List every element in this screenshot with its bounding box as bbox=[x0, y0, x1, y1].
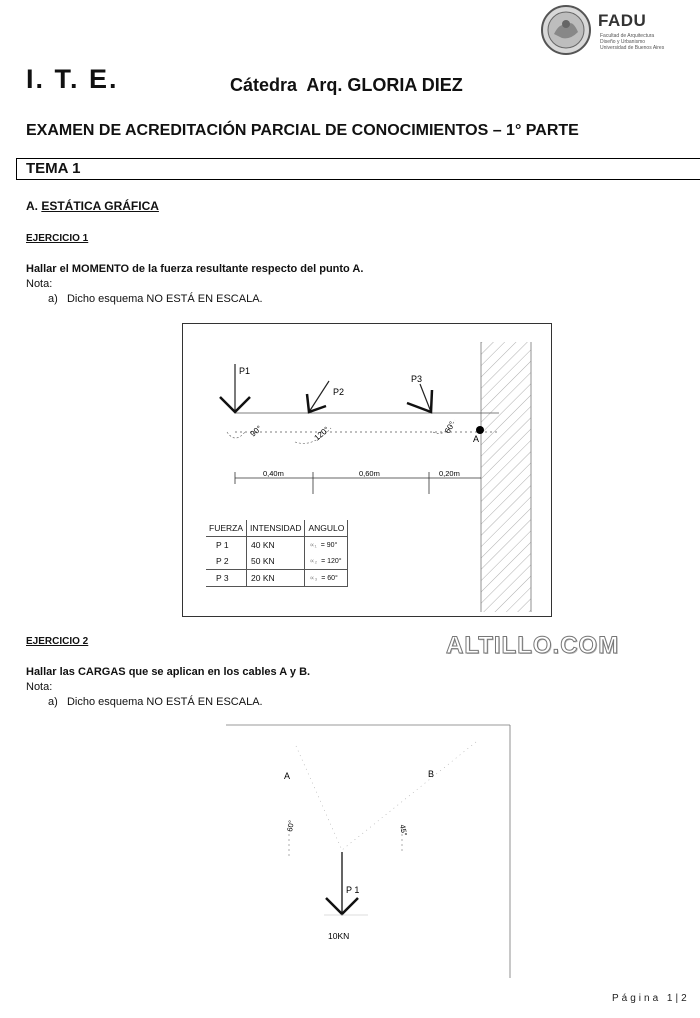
page-number: Página 1|2 bbox=[612, 993, 690, 1004]
header-intensidad: INTENSIDAD bbox=[247, 520, 305, 537]
force-p1-label: P1 bbox=[239, 366, 251, 376]
section-a-letter: A. bbox=[26, 199, 38, 213]
load-value: 10KN bbox=[328, 931, 350, 941]
ej1-figure bbox=[182, 323, 552, 617]
load-p1-label: P 1 bbox=[346, 885, 360, 895]
force-name: P 1 bbox=[206, 537, 247, 554]
table-row bbox=[206, 537, 348, 554]
table-row bbox=[206, 570, 348, 587]
angle-symbol: ∝₁ bbox=[309, 542, 317, 549]
angle-label-3: 60° bbox=[442, 420, 457, 435]
force-name: P 2 bbox=[206, 553, 247, 570]
tema-bar bbox=[16, 158, 700, 180]
ej1-note-a: a) Dicho esquema NO ESTÁ EN ESCALA. bbox=[48, 293, 263, 305]
force-angle: = 60° bbox=[321, 575, 338, 582]
beam bbox=[235, 413, 499, 432]
point-a-marker bbox=[476, 426, 484, 434]
angle-label-2: 120° bbox=[312, 425, 331, 443]
force-name: P 3 bbox=[206, 570, 247, 587]
force-p3-label: P3 bbox=[411, 374, 423, 384]
force-p2-label: P2 bbox=[333, 387, 345, 397]
forces-table bbox=[206, 520, 348, 587]
force-angle-cell bbox=[305, 570, 348, 587]
force-angle: = 120° bbox=[321, 558, 342, 565]
university-seal bbox=[540, 4, 592, 56]
force-angle-cell bbox=[305, 537, 348, 554]
point-a-label: A bbox=[473, 434, 480, 444]
catedra-title: Cátedra Arq. GLORIA DIEZ bbox=[230, 75, 463, 95]
force-p3-arrow bbox=[407, 384, 432, 412]
cable-a-label: A bbox=[284, 771, 291, 781]
cable-b-label: B bbox=[428, 769, 435, 779]
table-row bbox=[206, 553, 348, 570]
angle-a-label: 60° bbox=[285, 819, 296, 833]
dim-label-2: 0,60m bbox=[359, 469, 380, 478]
fadu-logo-sub-1: Facultad de Arquitectura bbox=[600, 33, 655, 39]
fadu-logo-sub-3: Universidad de Buenos Aires bbox=[600, 45, 665, 51]
exam-title: EXAMEN DE ACREDITACIÓN PARCIAL DE CONOCIMIENTOS – 1° PARTE bbox=[26, 122, 579, 139]
force-intensity: 40 KN bbox=[247, 537, 305, 554]
force-angle-cell bbox=[305, 553, 348, 570]
ej1-nota: Nota: bbox=[26, 278, 53, 290]
force-angle: = 90° bbox=[320, 542, 338, 549]
force-intensity: 50 KN bbox=[247, 553, 305, 570]
tema-heading: TEMA 1 bbox=[26, 160, 81, 177]
dim-label-3: 0,20m bbox=[439, 469, 460, 478]
ej2-figure bbox=[226, 724, 511, 980]
load-p1-arrow bbox=[324, 852, 368, 915]
force-p2-arrow bbox=[307, 381, 329, 412]
ej2-nota: Nota: bbox=[26, 681, 53, 693]
cable-a bbox=[296, 746, 342, 850]
angle-label-1: 90° bbox=[248, 423, 264, 439]
ej2-title: EJERCICIO 2 bbox=[26, 636, 89, 647]
ej2-statement: Hallar las CARGAS que se aplican en los cables A y B. bbox=[26, 666, 311, 678]
course-title: I. T. E. bbox=[26, 64, 119, 94]
force-intensity: 20 KN bbox=[247, 570, 305, 587]
fadu-logo-sub-2: Diseño y Urbanismo bbox=[600, 39, 646, 45]
angle-symbol: ∝₂ bbox=[309, 558, 318, 565]
header-angulo: ANGULO bbox=[305, 520, 348, 537]
altillo-watermark: ALTILLO.COM bbox=[446, 632, 620, 659]
section-a-heading bbox=[26, 199, 159, 213]
angle-arc-1 bbox=[227, 432, 245, 438]
wall-support bbox=[481, 342, 531, 612]
section-a-title: ESTÁTICA GRÁFICA bbox=[41, 199, 159, 213]
ej1-title: EJERCICIO 1 bbox=[26, 233, 89, 244]
angle-symbol: ∝₃ bbox=[309, 575, 318, 582]
ej1-statement: Hallar el MOMENTO de la fuerza resultante respecto del punto A. bbox=[26, 263, 364, 275]
dim-label-1: 0,40m bbox=[263, 469, 284, 478]
angle-b-label: 45° bbox=[398, 823, 409, 837]
ej2-note-a: a) Dicho esquema NO ESTÁ EN ESCALA. bbox=[48, 696, 263, 708]
header-fuerza: FUERZA bbox=[206, 520, 247, 537]
fadu-logo-name: FADU bbox=[598, 11, 647, 30]
